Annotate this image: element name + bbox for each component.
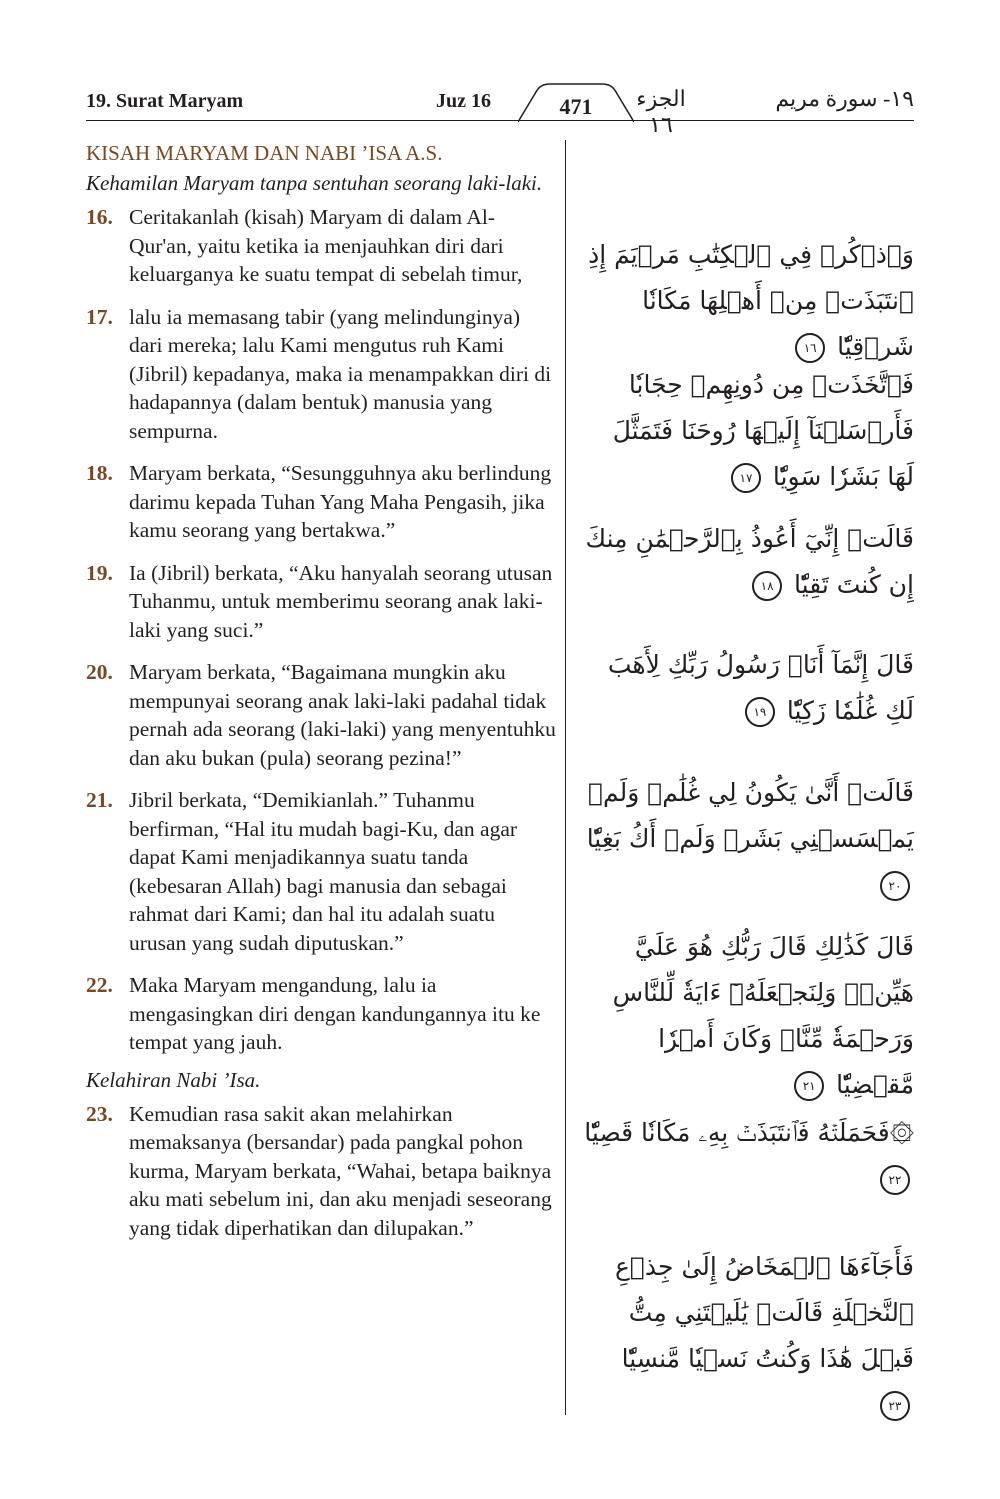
verse-end-marker: ١٧: [731, 463, 761, 493]
verse-number: 17.: [86, 304, 113, 329]
verse-number: 22.: [86, 973, 113, 997]
header-juz-arabic: الجزء ١٦: [636, 86, 686, 137]
arabic-text: قَالَتۡ إِنِّيٓ أَعُوذُ بِٱلرَّحۡمَٰنِ مِنكَ إِن كُنتَ تَقِيّٗا: [585, 524, 914, 599]
subheading: Kelahiran Nabi ’Isa.: [86, 1067, 261, 1092]
verse-text: lalu ia memasang tabir (yang melindunginya) dari mereka; lalu Kami mengutus ruh Kami (Jibril) kepadanya, maka ia menampakkan diri di hadapannya (dalam bentuk) manusia yang sempurna.: [129, 304, 552, 443]
verse-end-marker: ١٨: [752, 571, 782, 601]
verse-translation: [86, 303, 556, 446]
verse-text: Ceritakanlah (kisah) Maryam di dalam Al-Qur'an, yaitu ketika ia menjauhkan diri dari keluarganya ke suatu tempat di sebelah timur,: [129, 205, 523, 286]
header-juz: Juz 16: [436, 90, 491, 112]
verse-translation: [86, 786, 556, 957]
verse-text: Maryam berkata, “Bagaimana mungkin aku mempunyai seorang anak laki-laki padahal tidak pernah ada seorang (laki-laki) yang menyentuhku dan aku bukan (pula) seorang pezina!”: [129, 660, 556, 770]
verse-translation: [86, 559, 556, 645]
arabic-verse: [584, 232, 914, 370]
verse-number: 21.: [86, 788, 113, 812]
subheading: Kehamilan Maryam tanpa sentuhan seorang laki-laki.: [86, 171, 543, 195]
verse-translation: [86, 459, 556, 545]
header-surah-name: 19. Surat Maryam: [86, 90, 244, 112]
verse-translation: [86, 971, 556, 1057]
verse-text: Jibril berkata, “Demikianlah.” Tuhanmu berfirman, “Hal itu mudah bagi-Ku, dan agar dapat Kami menjadikannya suatu tanda (kebesaran Allah) bagi manusia dan sebagai rahmat dari Kami; dan hal itu adalah suatu urusan yang sudah diputuskan.”: [129, 788, 518, 955]
arabic-verse: [584, 362, 914, 500]
verse-number: 16.: [86, 205, 113, 229]
verse-number: 18.: [86, 461, 113, 485]
page-header: [86, 82, 914, 137]
verse-end-marker: ٢٢: [880, 1165, 910, 1195]
verse-translation: [86, 658, 556, 772]
verse-translation: [86, 203, 556, 289]
arabic-text: وَٱذۡكُرۡ فِي ٱلۡكِتَٰبِ مَرۡيَمَ إِذِ ٱنتَبَذَتۡ مِنۡ أَهۡلِهَا مَكَانٗا شَرۡقِيّٗا: [588, 240, 914, 361]
arabic-text: فَأَجَآءَهَا ٱلۡمَخَاضُ إِلَىٰ جِذۡعِ ٱلنَّخۡلَةِ قَالَتۡ يَٰلَيۡتَنِي مِتُّ قَبۡلَ هَٰذَا وَكُنتُ نَسۡيٗا مَّنسِيّٗا: [615, 1252, 914, 1373]
translation-column: [86, 140, 556, 1242]
arabic-text: قَالَ كَذَٰلِكِ قَالَ رَبُّكِ هُوَ عَلَيَّ هَيِّنٞۖ وَلِنَجۡعَلَهُۥٓ ءَايَةٗ لِّلنَّاسِ وَرَحۡمَةٗ مِّنَّاۚ وَكَانَ أَمۡرٗا مَّقۡضِيّٗا: [612, 932, 914, 1099]
verse-text: Ia (Jibril) berkata, “Aku hanyalah seorang utusan Tuhanmu, untuk memberimu seorang anak laki-laki yang suci.”: [129, 560, 553, 642]
verse-translation: [86, 1100, 556, 1243]
header-surah-arabic: ١٩- سورة مريم: [775, 86, 914, 111]
verse-end-marker: ٢١: [794, 1071, 824, 1101]
section-title: KISAH MARYAM DAN NABI ’ISA A.S.: [86, 141, 443, 165]
header-rule: [86, 120, 914, 121]
verse-end-marker: ١٦: [795, 333, 825, 363]
verse-text: Maryam berkata, “Sesungguhnya aku berlindung darimu kepada Tuhan Yang Maha Pengasih, jika kamu seorang yang bertakwa.”: [129, 461, 552, 542]
arabic-verse: [584, 1244, 914, 1428]
verse-number: 23.: [86, 1101, 113, 1126]
column-divider: [565, 140, 566, 1415]
verse-text: Kemudian rasa sakit akan melahirkan memaksanya (bersandar) pada pangkal pohon kurma, Maryam berkata, “Wahai, betapa baiknya aku mati sebelum ini, dan aku menjadi seseorang yang tidak diperhatikan dan dilupakan.”: [129, 1101, 552, 1240]
verse-end-marker: ٢٣: [880, 1391, 910, 1421]
verse-number: 20.: [86, 660, 113, 684]
arabic-verse: [584, 516, 914, 608]
verse-text: Maka Maryam mengandung, lalu ia mengasingkan diri dengan kandungannya itu ke tempat yang jauh.: [129, 973, 541, 1054]
verse-end-marker: ٢٠: [880, 871, 910, 901]
arabic-text: ۞فَحَمَلَتۡهُ فَٱنتَبَذَتۡ بِهِۦ مَكَانٗا قَصِيّٗا: [584, 1118, 914, 1147]
arabic-verse: [584, 924, 914, 1108]
arabic-text: فَٱتَّخَذَتۡ مِن دُونِهِمۡ حِجَابٗا فَأَرۡسَلۡنَآ إِلَيۡهَا رُوحَنَا فَتَمَثَّلَ لَهَا بَشَرٗا سَوِيّٗا: [612, 370, 914, 491]
arabic-verse: [584, 1110, 914, 1202]
arabic-verse: [584, 642, 914, 734]
page-number: 471: [559, 94, 593, 119]
arabic-verse: [584, 770, 914, 908]
arabic-text: قَالَتۡ أَنَّىٰ يَكُونُ لِي غُلَٰمٞ وَلَمۡ يَمۡسَسۡنِي بَشَرٞ وَلَمۡ أَكُ بَغِيّٗا: [586, 778, 914, 853]
verse-end-marker: ١٩: [745, 697, 775, 727]
verse-number: 19.: [86, 560, 113, 585]
arabic-text: قَالَ إِنَّمَآ أَنَا۠ رَسُولُ رَبِّكِ لِأَهَبَ لَكِ غُلَٰمٗا زَكِيّٗا: [607, 650, 914, 725]
